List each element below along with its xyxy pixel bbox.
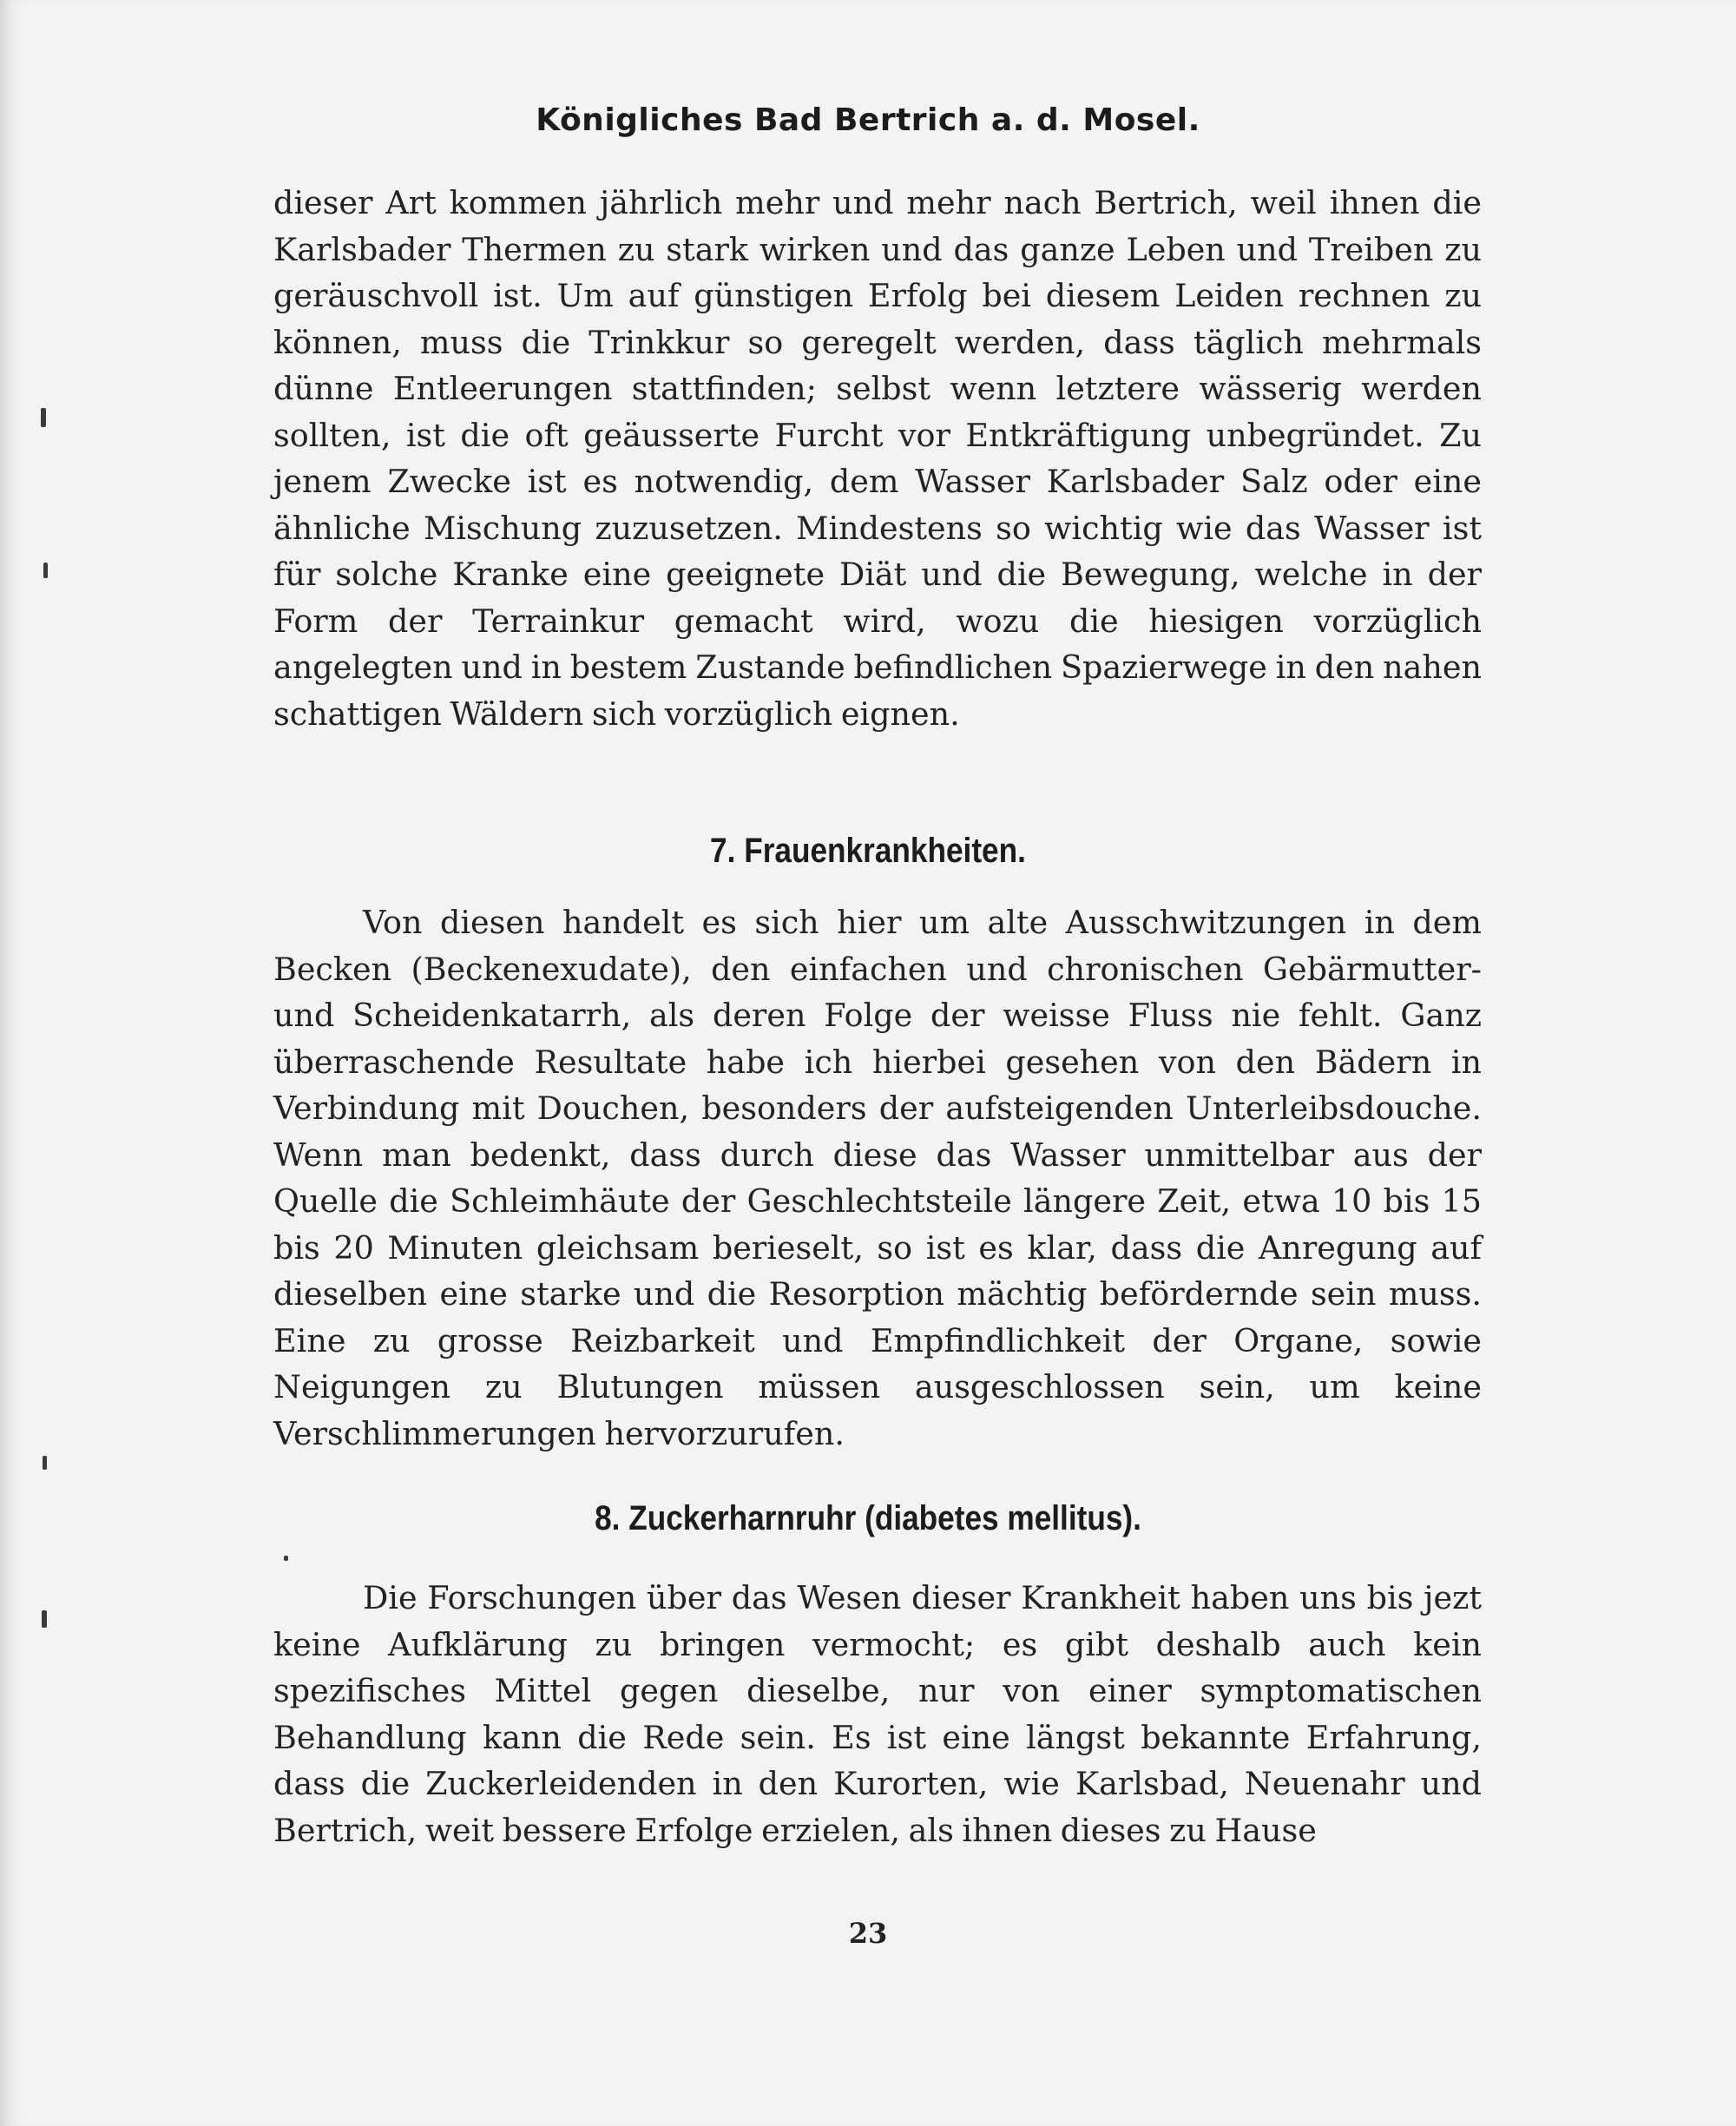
paragraph-3: Die Forschungen über das Wesen dieser Krankheit haben uns bis jezt keine Aufklärung zu bringen vermocht; es gibt deshalb auch kein spezifisches Mittel gegen dieselbe, nur von einer symptomatischen Behandlung kann die Rede sein. Es ist eine längst bekannte Erfahrung, dass die Zuckerleidenden in den Kurorten, wie Karlsbad, Neuenahr und Bertrich, weit bessere Erfolge erzielen, als ihnen dieses zu Hause (273, 1579, 1482, 1849)
section-heading-7: 7. Frauenkrankheiten. (710, 832, 1026, 870)
binding-mark (41, 408, 46, 427)
paragraph-1: dieser Art kommen jährlich mehr und mehr nach Bertrich, weil ihnen die Karlsbader Thermen zu stark wirken und das ganze Leben und Treiben zu geräuschvoll ist. Um auf günstigen Erfolg bei diesem Leiden rechnen zu können, muss die Trinkkur so geregelt werden, dass täglich mehrmals dünne Entleerungen stattfinden; selbst wenn letztere wässerig werden sollten, ist die oft geäusserte Furcht vor Entkräftigung unbegründet. Zu jenem Zwecke ist es notwendig, dem Wasser Karlsbader Salz oder eine ähnliche Mischung zuzusetzen. Mindestens so wichtig wie das Wasser ist für solche Kranke eine geeignete Diät und die Bewegung, welche in der Form der Terrainkur gemacht wird, wozu die hiesigen vorzüglich angelegten und in bestem Zustande befindlichen Spazierwege in den nahen schattigen Wäldern sich vorzüglich eignen. (273, 184, 1482, 733)
binding-mark (43, 1456, 47, 1470)
paragraph-2: Von diesen handelt es sich hier um alte Ausschwitzungen in dem Becken (Beckenexudate), den einfachen und chronischen Gebärmutter- und Scheidenkatarrh, als deren Folge der weisse Fluss nie fehlt. Ganz überraschende Resultate habe ich hierbei gesehen von den Bädern in Verbindung mit Douchen, besonders der aufsteigenden Unterleibsdouche. Wenn man bedenkt, dass durch diese das Wasser unmittelbar aus der Quelle die Schleimhäute der Geschlechtsteile längere Zeit, etwa 10 bis 15 bis 20 Minuten gleichsam berieselt, so ist es klar, dass die Anregung auf dieselben eine starke und die Resorption mächtig befördernde sein muss. Eine zu grosse Reizbarkeit und Empfindlichkeit der Organe, sowie Neigungen zu Blutungen müssen ausgeschlossen sein, um keine Verschlimmerungen hervorzurufen. (273, 904, 1482, 1452)
section-heading-8: 8. Zuckerharnruhr (diabetes mellitus). (595, 1499, 1141, 1537)
binding-mark (42, 1610, 47, 1628)
ink-speck (284, 1556, 288, 1561)
page-number: 23 (848, 1917, 888, 1950)
binding-mark (43, 563, 48, 578)
running-header: Königliches Bad Bertrich a. d. Mosel. (536, 102, 1200, 138)
